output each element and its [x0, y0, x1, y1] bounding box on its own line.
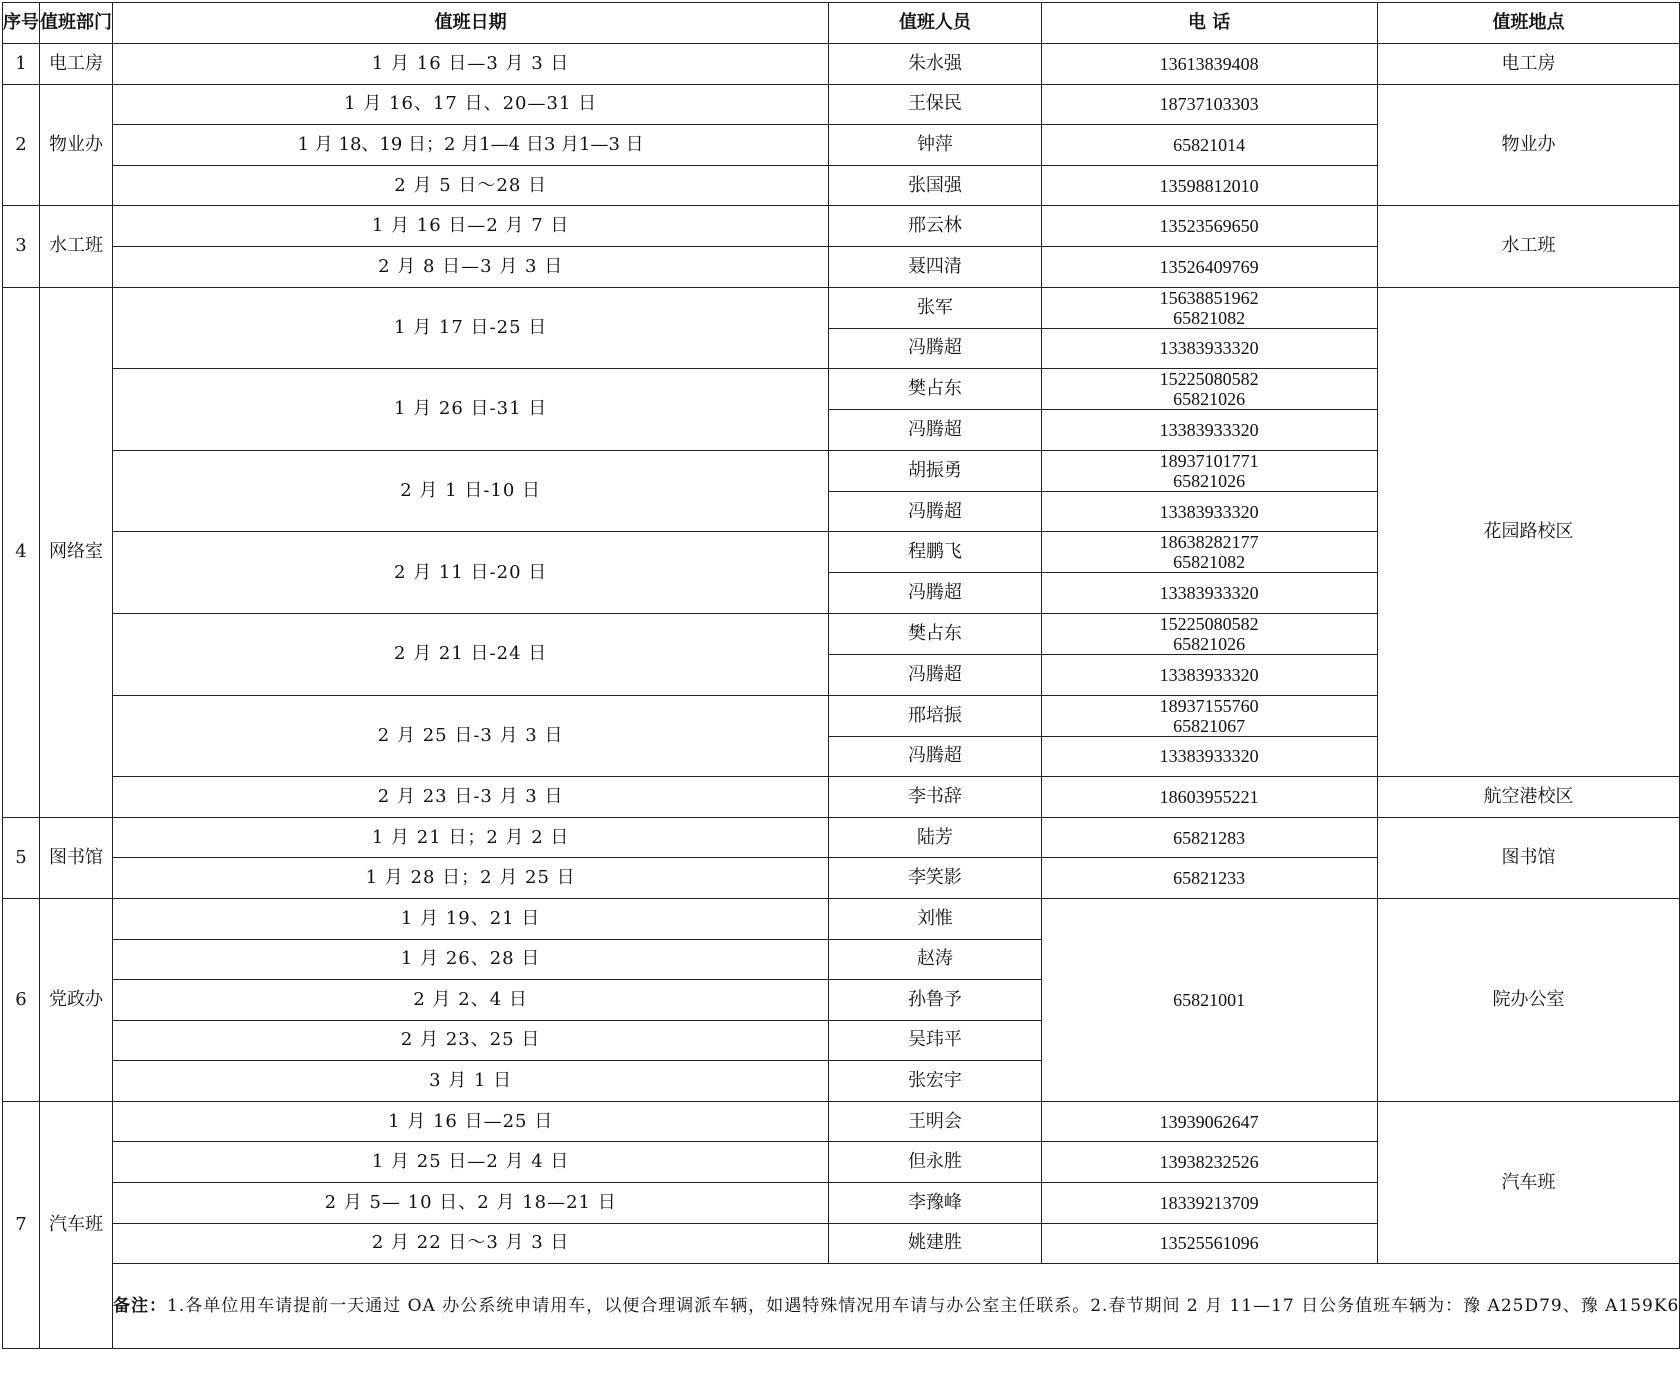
person-cell: 程鹏飞 [829, 532, 1041, 573]
person-cell: 冯腾超 [829, 410, 1041, 451]
phone-cell: 18737103303 [1041, 84, 1377, 125]
date-cell: 1 月 16 日—25 日 [113, 1101, 829, 1142]
person-cell: 赵涛 [829, 939, 1041, 980]
header-phone: 电 话 [1041, 3, 1377, 44]
person-cell: 但永胜 [829, 1142, 1041, 1183]
date-cell: 1 月 16 日—3 月 3 日 [113, 44, 829, 85]
person-cell: 张军 [829, 287, 1041, 328]
phone-cell: 13939062647 [1041, 1101, 1377, 1142]
index-cell: 5 [3, 817, 40, 898]
phone-cell: 13383933320 [1041, 328, 1377, 369]
date-cell: 1 月 19、21 日 [113, 898, 829, 939]
phone-cell [1041, 695, 1377, 736]
date-cell: 1 月 26 日-31 日 [113, 369, 829, 451]
header-date: 值班日期 [113, 3, 829, 44]
phone-cell: 13938232526 [1041, 1142, 1377, 1183]
table-row [3, 44, 1680, 85]
phone-cell: 13383933320 [1041, 736, 1377, 777]
date-cell: 2 月 5 日～28 日 [113, 165, 829, 206]
index-cell: 2 [3, 84, 40, 206]
date-cell: 2 月 1 日-10 日 [113, 450, 829, 532]
phone-cell: 13383933320 [1041, 491, 1377, 532]
index-cell: 7 [3, 1101, 40, 1348]
person-cell: 李书辞 [829, 777, 1041, 818]
phone-line: 15638851962 [1159, 287, 1259, 308]
table-row [3, 1101, 1680, 1142]
date-cell: 1 月 26、28 日 [113, 939, 829, 980]
header-row [3, 3, 1680, 44]
date-cell: 2 月 22 日～3 月 3 日 [113, 1223, 829, 1264]
phone-cell: 13383933320 [1041, 654, 1377, 695]
date-cell: 2 月 11 日-20 日 [113, 532, 829, 614]
dept-cell: 网络室 [40, 287, 113, 817]
phone-cell: 65821001 [1041, 898, 1377, 1101]
person-cell: 张国强 [829, 165, 1041, 206]
date-cell: 2 月 21 日-24 日 [113, 613, 829, 695]
phone-line: 65821026 [1173, 633, 1246, 654]
date-cell: 2 月 2、4 日 [113, 980, 829, 1021]
phone-cell: 18339213709 [1041, 1183, 1377, 1224]
person-cell: 樊占东 [829, 369, 1041, 410]
person-cell: 孙鲁予 [829, 980, 1041, 1021]
phone-cell: 13525561096 [1041, 1223, 1377, 1264]
person-cell: 刘惟 [829, 898, 1041, 939]
date-cell: 1 月 25 日—2 月 4 日 [113, 1142, 829, 1183]
location-cell: 航空港校区 [1377, 777, 1680, 818]
table-row [3, 287, 1680, 328]
person-cell: 冯腾超 [829, 491, 1041, 532]
person-cell: 陆芳 [829, 817, 1041, 858]
date-cell: 1 月 21 日；2 月 2 日 [113, 817, 829, 858]
table-row [3, 898, 1680, 939]
header-index: 序号 [3, 3, 40, 44]
table-row [3, 84, 1680, 125]
location-cell: 汽车班 [1377, 1101, 1680, 1263]
date-cell: 2 月 23、25 日 [113, 1020, 829, 1061]
person-cell: 李笑影 [829, 858, 1041, 899]
phone-cell [1041, 450, 1377, 491]
phone-cell: 13613839408 [1041, 44, 1377, 85]
person-cell: 冯腾超 [829, 328, 1041, 369]
phone-line: 65821082 [1173, 307, 1246, 328]
dept-cell: 图书馆 [40, 817, 113, 898]
date-cell: 2 月 5— 10 日、2 月 18—21 日 [113, 1183, 829, 1224]
note-row [3, 1264, 1680, 1349]
person-cell: 冯腾超 [829, 736, 1041, 777]
phone-line: 15225080582 [1159, 369, 1259, 390]
phone-cell [1041, 613, 1377, 654]
location-cell: 水工班 [1377, 206, 1680, 287]
phone-line: 18937155760 [1159, 695, 1259, 716]
person-cell: 邢云林 [829, 206, 1041, 247]
dept-cell: 电工房 [40, 44, 113, 85]
person-cell: 邢培振 [829, 695, 1041, 736]
person-cell: 冯腾超 [829, 573, 1041, 614]
dept-cell: 党政办 [40, 898, 113, 1101]
person-cell: 冯腾超 [829, 654, 1041, 695]
duty-schedule-table [2, 2, 1680, 1349]
note-cell [113, 1264, 1680, 1349]
date-cell: 1 月 16、17 日、20—31 日 [113, 84, 829, 125]
person-cell: 吴玮平 [829, 1020, 1041, 1061]
phone-cell [1041, 287, 1377, 328]
date-cell: 1 月 16 日—2 月 7 日 [113, 206, 829, 247]
phone-line: 65821082 [1173, 552, 1246, 573]
date-cell: 1 月 28 日；2 月 25 日 [113, 858, 829, 899]
phone-cell: 13383933320 [1041, 410, 1377, 451]
index-cell: 4 [3, 287, 40, 817]
date-cell: 2 月 23 日-3 月 3 日 [113, 777, 829, 818]
person-cell: 樊占东 [829, 613, 1041, 654]
date-cell: 2 月 25 日-3 月 3 日 [113, 695, 829, 777]
index-cell: 1 [3, 44, 40, 85]
person-cell: 李豫峰 [829, 1183, 1041, 1224]
phone-cell [1041, 369, 1377, 410]
location-cell: 图书馆 [1377, 817, 1680, 898]
person-cell: 张宏宇 [829, 1061, 1041, 1102]
phone-cell: 13383933320 [1041, 573, 1377, 614]
location-cell: 院办公室 [1377, 898, 1680, 1101]
phone-cell: 13523569650 [1041, 206, 1377, 247]
note-label: 备注： [113, 1296, 167, 1317]
date-cell: 1 月 18、19 日；2 月1—4 日3 月1—3 日 [113, 125, 829, 166]
index-cell: 6 [3, 898, 40, 1101]
date-cell: 1 月 17 日-25 日 [113, 287, 829, 369]
phone-line: 65821026 [1173, 470, 1246, 491]
index-cell: 3 [3, 206, 40, 287]
phone-cell [1041, 532, 1377, 573]
date-cell: 2 月 8 日—3 月 3 日 [113, 246, 829, 287]
phone-cell: 65821233 [1041, 858, 1377, 899]
person-cell: 聂四清 [829, 246, 1041, 287]
location-cell: 电工房 [1377, 44, 1680, 85]
dept-cell: 水工班 [40, 206, 113, 287]
phone-line: 18638282177 [1159, 532, 1259, 553]
phone-line: 65821026 [1173, 389, 1246, 410]
date-cell: 3 月 1 日 [113, 1061, 829, 1102]
table-row [3, 817, 1680, 858]
location-cell: 物业办 [1377, 84, 1680, 206]
phone-cell: 65821283 [1041, 817, 1377, 858]
person-cell: 胡振勇 [829, 450, 1041, 491]
phone-cell: 13526409769 [1041, 246, 1377, 287]
phone-cell: 18603955221 [1041, 777, 1377, 818]
phone-cell: 13598812010 [1041, 165, 1377, 206]
location-cell: 花园路校区 [1377, 287, 1680, 777]
dept-cell: 汽车班 [40, 1101, 113, 1348]
table-row [3, 206, 1680, 247]
table-row [3, 777, 1680, 818]
person-cell: 王保民 [829, 84, 1041, 125]
header-dept: 值班部门 [40, 3, 113, 44]
header-location: 值班地点 [1377, 3, 1680, 44]
phone-cell: 65821014 [1041, 125, 1377, 166]
dept-cell: 物业办 [40, 84, 113, 206]
phone-line: 65821067 [1173, 715, 1246, 736]
header-person: 值班人员 [829, 3, 1041, 44]
note-text: 1.各单位用车请提前一天通过 OA 办公系统申请用车，以便合理调派车辆，如遇特殊情况用车请与办公室主任联系。2.春节期间 2 月 11—17 日公务值班车辆为：豫 A25D79、豫 A159K6 [167, 1296, 1680, 1317]
phone-line: 15225080582 [1159, 613, 1259, 634]
phone-line: 18937101771 [1159, 450, 1259, 471]
person-cell: 朱水强 [829, 44, 1041, 85]
person-cell: 钟萍 [829, 125, 1041, 166]
person-cell: 姚建胜 [829, 1223, 1041, 1264]
person-cell: 王明会 [829, 1101, 1041, 1142]
